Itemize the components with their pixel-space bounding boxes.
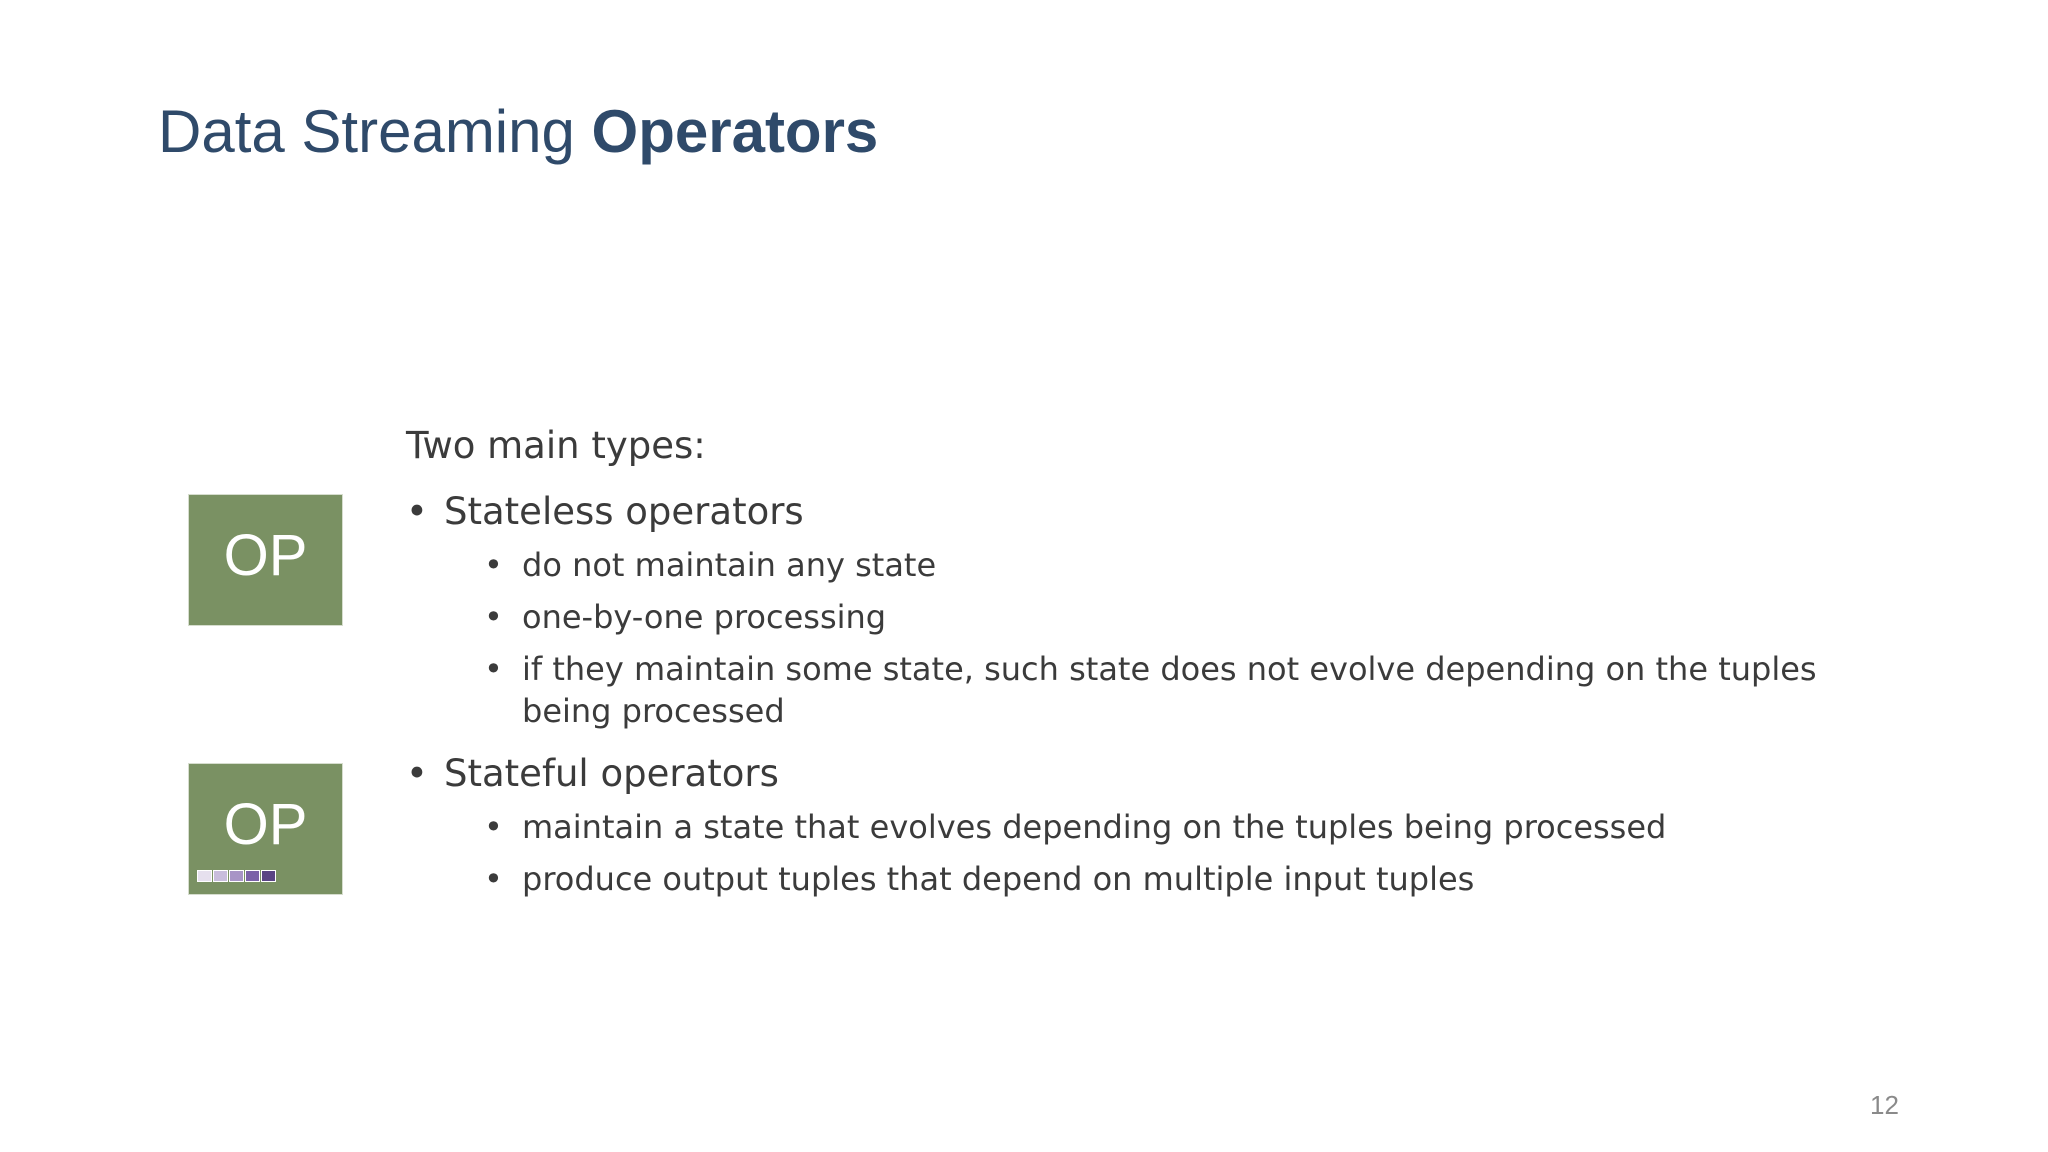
- title-bold: Operators: [591, 98, 879, 165]
- list-item-text: one-by-one processing: [522, 598, 887, 636]
- section-heading: Stateful operators: [444, 752, 779, 795]
- list-item-text: maintain a state that evolves depending on the tuples being processed: [522, 808, 1667, 846]
- state-cell: [213, 870, 228, 882]
- stateful-operator-icon: [188, 763, 343, 895]
- list-item-text: if they maintain some state, such state does not evolve depending on the tuples being processed: [522, 650, 1817, 730]
- bullet-icon: •: [484, 860, 503, 898]
- slide-title: [158, 96, 878, 168]
- section-stateful: [406, 746, 1906, 900]
- section-stateless: [406, 484, 1906, 732]
- list-item: [406, 806, 1906, 848]
- stateless-op-label: OP: [223, 523, 308, 588]
- sub-bullet-list: [406, 806, 1906, 900]
- bullet-icon: •: [406, 490, 428, 533]
- sub-bullet-list: [406, 544, 1906, 732]
- page-number: 12: [1870, 1090, 1899, 1120]
- bullet-level1: [406, 484, 1906, 540]
- intro-text: Two main types:: [406, 424, 706, 467]
- state-cell: [229, 870, 244, 882]
- list-item: [406, 596, 1906, 638]
- list-item: [406, 858, 1906, 900]
- list-item-text: produce output tuples that depend on multiple input tuples: [522, 860, 1475, 898]
- state-cell: [197, 870, 212, 882]
- bullet-icon: •: [484, 650, 503, 688]
- state-bar-icon: [197, 870, 276, 882]
- bullet-icon: •: [484, 546, 503, 584]
- state-cell: [261, 870, 276, 882]
- list-item-text: do not maintain any state: [522, 546, 937, 584]
- bullet-icon: •: [406, 752, 428, 795]
- state-cell: [245, 870, 260, 882]
- list-item: [406, 544, 1906, 586]
- bullet-icon: •: [484, 808, 503, 846]
- title-regular: Data Streaming: [158, 98, 575, 165]
- list-item: [406, 648, 1906, 732]
- stateful-op-label: OP: [223, 792, 308, 857]
- stateless-operator-icon: [188, 494, 343, 626]
- bullet-level1: [406, 746, 1906, 802]
- section-heading: Stateless operators: [444, 490, 804, 533]
- bullet-icon: •: [484, 598, 503, 636]
- slide-content: [406, 418, 1906, 914]
